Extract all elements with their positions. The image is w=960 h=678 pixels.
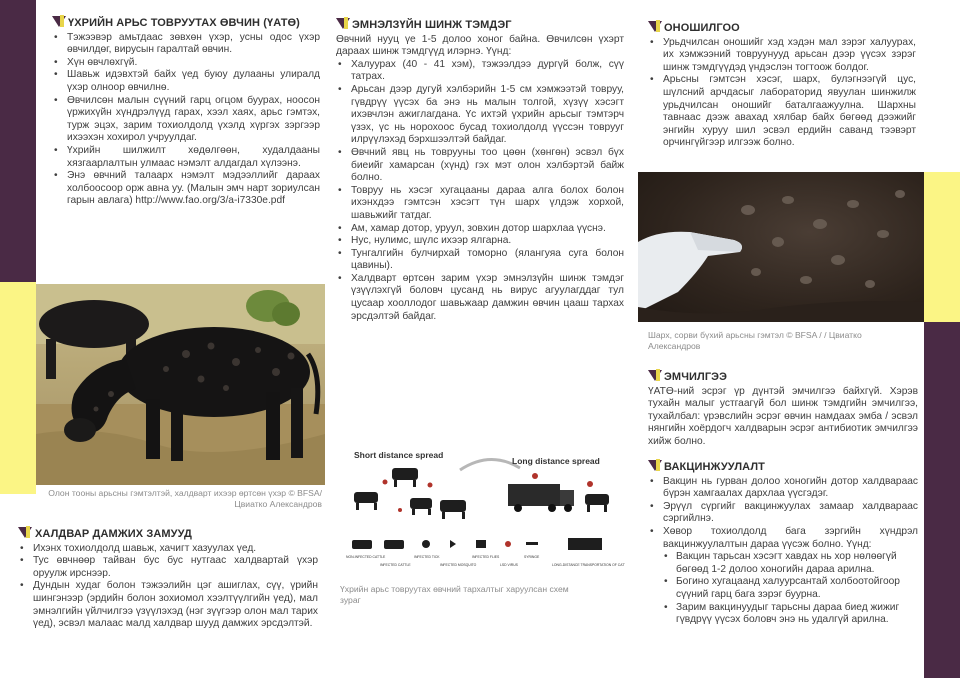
- heading-text: ҮХРИЙН АРЬС ТОВРУУТАХ ӨВЧИН (ҮАТӨ): [68, 17, 300, 29]
- section-treatment: [648, 371, 918, 449]
- section-heading: [648, 22, 916, 35]
- list-item: • Үхрийн шилжилт хөдөлгөөн, худалдааны хязгаарлалтын улмаас нэмэлт алдагдал хүлээнэ.: [52, 145, 320, 170]
- spread-diagram: [340, 440, 625, 578]
- cattle-photo: [36, 284, 325, 485]
- list-item: • Халуурах (40 - 41 хэм), тэжээлдээ дургүй болж, сүү татрах.: [336, 59, 624, 84]
- sub-list-item: • Вакцин тарьсан хэсэгт хавдах нь хор нөлөөгүй бөгөөд 1-2 долоо хоногийн дараа арилна.: [662, 551, 918, 576]
- list-item: • Арьсан дээр дугуй хэлбэрийн 1-5 см хэмжээтэй товруу, гүвдрүү үүсэх ба энэ нь малын толгой, хүзүү хэсэгт ихэвчлэн ажиглагдана. Үс ихтэй үхрийн арьсыг тэмтэрч үзэх, үс нь норохоос бусад тохиолдолд үүссэн товрууг илрүүлэхэд бэрхшээлтэй байдаг.: [336, 84, 624, 147]
- bullet-list: [648, 37, 916, 150]
- section-transmission: [18, 528, 318, 631]
- skin-lesion-photo: [638, 172, 924, 322]
- list-item: • Хөвор тохиолдолд бага зэргийн хүндрэл вакцинжуулалтын дараа үүсэж болно. Үүнд:: [648, 526, 918, 551]
- cattle-illustration: [36, 284, 325, 485]
- diagram-caption: Үхрийн арьс товруутах өвчний тархалтыг харуулсан схем зураг: [340, 584, 569, 605]
- list-item: • Шавьж идэвхтэй байх үед буюу дулааны улиралд үхэр олноор өвчилнө.: [52, 69, 320, 94]
- legend-infected-cattle: INFECTED CATTLE: [380, 563, 411, 567]
- right-purple-band: [924, 322, 960, 678]
- left-yellow-band: [0, 282, 36, 494]
- heading-text: ОНОШИЛГОО: [664, 22, 740, 34]
- list-item: • Урьдчилсан оношийг хэд хэдэн мал зэрэг халуурах, их хэмжээний товруунууд арьсан дээр үүсэх зэрэг шинж тэмдгүүдэд үндэслэн тогтоож болдог.: [648, 37, 916, 75]
- section-heading: [648, 461, 918, 474]
- bullet-list: [18, 543, 318, 631]
- short-distance-label: Short distance spread: [354, 450, 444, 460]
- heading-text: ВАКЦИНЖУУЛАЛТ: [664, 461, 765, 473]
- section-heading: [18, 528, 318, 541]
- list-item: • Энэ өвчний талаарх нэмэлт мэдээллийг дараах холбоосоор орж авна уу. (Малын эмч нарт зориулсан гарын авлага) http://www.fao.org/3/a-i7330e.pdf: [52, 170, 320, 208]
- heading-text: ЭМНЭЛЗҮЙН ШИНЖ ТЭМДЭГ: [352, 19, 512, 31]
- section-heading: [648, 371, 918, 384]
- heading-marker-icon: [648, 460, 662, 471]
- list-item: • Арьсны гэмтсэн хэсэг, шарх, булэгнээгүй цус, шүлсний арчдасыг лабораторид явуулан шинжилж урьдчилсан оношийг баталгаажуулна. Шархны тавнаас дээж авахад хялбар байх бөгөөд дээжийг энгийн хуруу шил эсвэл ердийн саванд тээвэрт орчингүйгээр илгээж болно.: [648, 74, 916, 150]
- heading-marker-icon: [648, 21, 662, 32]
- cattle-photo-caption: Олон тооны арьсны гэмтэлтэй, халдварт ихээр өртсөн үхэр © BFSA/Цвиатко Александров: [48, 488, 322, 509]
- list-item: • Эрүүл сүргийг вакцинжуулах замаар халдвараас сэргийлнэ.: [648, 501, 918, 526]
- bullet-list: [336, 59, 624, 323]
- legend-infected-mosquito: INFECTED MOSQUITO: [440, 563, 477, 567]
- legend-long-distance-transport: LONG-DISTANCE TRANSPORTATION OF CATTLE: [552, 563, 625, 567]
- heading-marker-icon: [336, 18, 350, 29]
- section-clinical-signs: [336, 19, 624, 323]
- sub-bullet-list: [662, 551, 918, 627]
- list-item: • Тунгалгийн булчирхай томорно (ялангуяа суга болон цавины).: [336, 248, 624, 273]
- heading-marker-icon: [18, 527, 32, 538]
- list-item: • Ам, хамар дотор, уруул, зовхин дотор шархлаа үүснэ.: [336, 223, 624, 236]
- spread-diagram-graphic: [340, 440, 625, 578]
- section-heading: [336, 19, 624, 32]
- sub-list-item: • Богино хугацаанд халуурсантай холбоотойгоор сүүний гарц бага зэрэг буурна.: [662, 576, 918, 601]
- section-heading: [52, 17, 320, 30]
- heading-text: ХАЛДВАР ДАМЖИХ ЗАМУУД: [35, 528, 192, 540]
- bullet-list: [52, 32, 320, 208]
- list-item: • Тэжээвэр амьтдаас зөвхөн үхэр, усны одос үхэр өвчилдөг, вирусын гаралтай өвчин.: [52, 32, 320, 57]
- section-disease-intro: [52, 17, 320, 208]
- heading-marker-icon: [648, 370, 662, 381]
- list-item: • Тус өвчнөөр тайван бус бус нутгаас халдвартай үхэр оруулж ирснээр.: [18, 555, 318, 580]
- sub-list-item: • Зарим вакцинуудыг тарьсны дараа биед жижиг гүвдрүү үүсэх боловч энэ нь удалгүй арилна.: [662, 602, 918, 627]
- long-distance-label: Long distance spread: [512, 456, 600, 466]
- list-item: • Хүн өвчлөхгүй.: [52, 57, 320, 70]
- list-item: • Нус, нулимс, шүлс ихээр ялгарна.: [336, 235, 624, 248]
- list-item: • Вакцин нь гурван долоо хоногийн дотор халдвараас бүрэн хамгаалах дархлаа үүсгэдэг.: [648, 476, 918, 501]
- list-item: • Товруу нь хэсэг хугацааны дараа алга болох болон ихэнхдээ гэмтсэн хэсэгт түн шарх үлдэж хорхой, шавьжийг татдаг.: [336, 185, 624, 223]
- legend-infected-flies: INFECTED FLIES: [472, 555, 500, 559]
- legend-non-infected: NON-INFECTED CATTLE: [346, 555, 386, 559]
- heading-text: ЭМЧИЛГЭЭ: [664, 371, 728, 383]
- section-diagnosis: [648, 22, 916, 150]
- heading-marker-icon: [52, 16, 66, 27]
- legend-syringe: SYRINGE: [524, 555, 540, 559]
- left-purple-band: [0, 0, 36, 282]
- skin-lesion-illustration: [638, 172, 924, 322]
- list-item: • Дундын худаг болон тэжээлийн цэг ашиглах, сүү, үрийн шингэнээр (эрдийн болон зохиомол хээлтүүлгийн үед), мал эмнэлгийн үйлчилгээ үзүүлэхэд (нэг зүүгээр олон мал тарих үед), эсвэл малаас малд халдвар шууд дамжих эрсдэлтэй.: [18, 580, 318, 630]
- treatment-text: ҮАТӨ-ний эсрэг үр дүнтэй эмчилгээ байхгүй. Хэрэв тухайн малыг устгаагүй бол шинж тэмдгийн эмчилгээ, тухайлбал: үрэвслийн эсрэг өвчин намдаах эмба / эсвэл нянгийн хоёрдогч халдварын эсрэг антибиотик эмчилгээ хийж болно.: [648, 385, 918, 447]
- right-yellow-band: [924, 172, 960, 322]
- skin-photo-caption: Шарх, сорви бүхий арьсны гэмтэл © BFSA / / Цвиатко Александров: [648, 330, 862, 351]
- legend-lsd-virus: LSD VIRUS: [500, 563, 518, 567]
- intro-text: Өвчний нууц үе 1-5 долоо хоног байна. Өвчилсөн үхэрт дараах шинж тэмдгүүд илэрнэ. Үүнд:: [336, 33, 624, 58]
- list-item: • Өвчний явц нь товрууны тоо цөөн (хөнгөн) эсвэл бүх биеийг хамарсан (хүнд) гэх мэт олон хэлбэртэй байж болно.: [336, 147, 624, 185]
- bullet-list: [648, 476, 918, 552]
- legend-infected-tick: INFECTED TICK: [414, 555, 440, 559]
- list-item: • Өвчилсөн малын сүүний гарц огцом буурах, ноосон үржихүйн хүндрэлүүд гарах, хээл хаях, арьс гэмтэх, турж эцэх, зарим тохиолдолд үхэлд хүргэх зэргээр ихээхэн хохирол учруулдаг.: [52, 95, 320, 145]
- section-vaccination: [648, 461, 918, 627]
- list-item: • Халдварт өртсөн зарим үхэр эмнэлзүйн шинж тэмдэг үзүүлэхгүй боловч цусанд нь вирус агуулагддаг тул цусаар хооллодог шавьжаар дамжин өвчин цааш тархах эрсдэлтэй байдаг.: [336, 273, 624, 323]
- list-item: • Ихэнх тохиолдолд шавьж, хачигт хазуулах үед.: [18, 543, 318, 556]
